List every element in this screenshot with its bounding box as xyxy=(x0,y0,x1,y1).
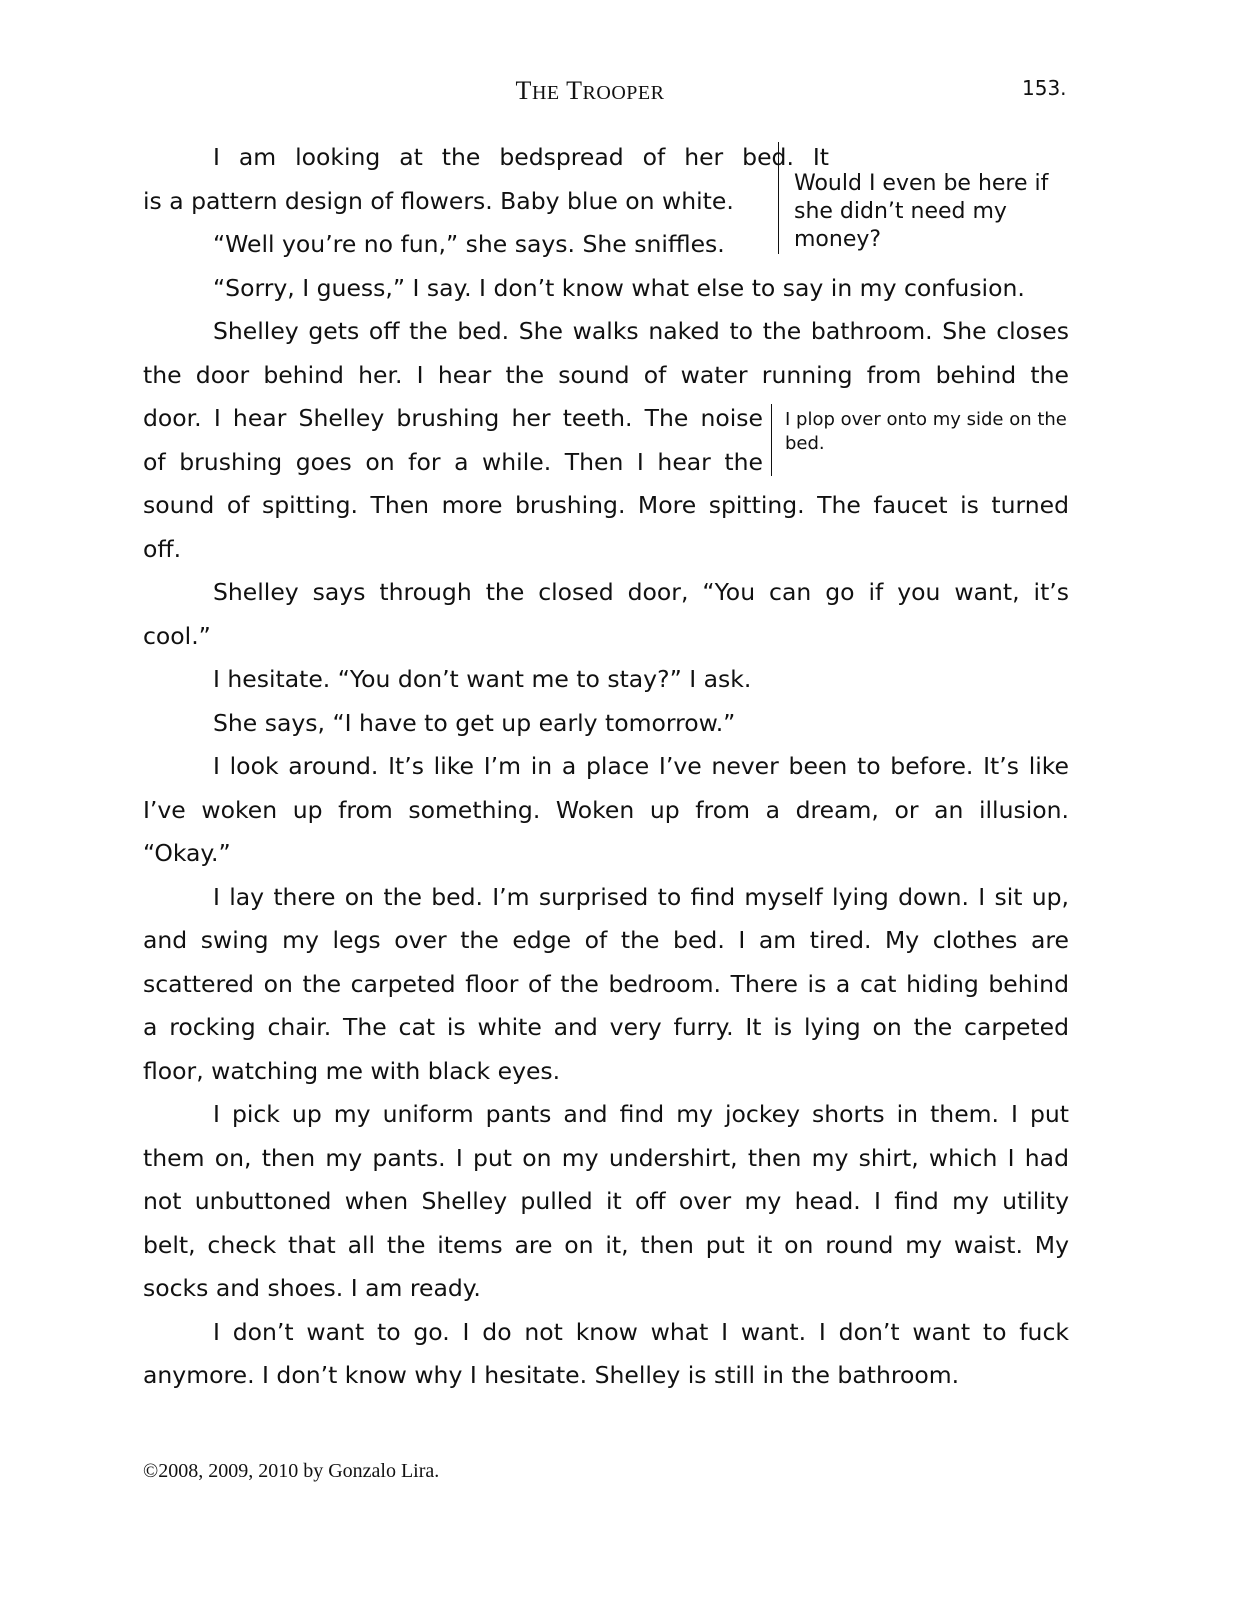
text-line: I hesitate. “You don’t want me to stay?” I ask. xyxy=(213,665,752,693)
text-line: I pick up my uniform pants and find my jockey shorts in them. I put xyxy=(213,1100,1069,1128)
page-number: 153. xyxy=(1022,76,1067,100)
title-initial-2: T xyxy=(566,76,583,105)
text-line: I am looking at the bedspread of her bed. It xyxy=(213,143,829,171)
text-line: not unbuttoned when Shelley pulled it off over my head. I find my utility xyxy=(143,1187,1069,1215)
text-line: a rocking chair. The cat is white and very furry. It is lying on the carpeted xyxy=(143,1013,1069,1041)
margin-note: Would I even be here if she didn’t need my money? xyxy=(778,142,1078,254)
margin-note: I plop over onto my side on the bed. xyxy=(771,404,1071,476)
text-line: them on, then my pants. I put on my undershirt, then my shirt, which I had xyxy=(143,1143,1069,1172)
text-line: socks and shoes. I am ready. xyxy=(143,1274,481,1302)
text-line: floor, watching me with black eyes. xyxy=(143,1056,561,1085)
body-text xyxy=(143,136,1069,1398)
text-line: “Okay.” xyxy=(143,839,231,867)
text-line: sound of spitting. Then more brushing. More spitting. The faucet is turned xyxy=(143,491,1069,519)
text-line: cool.” xyxy=(143,621,211,650)
title-rest-1: HE xyxy=(531,82,560,104)
text-line: is a pattern design of flowers. Baby blue on white. xyxy=(143,186,734,215)
text-line: She says, “I have to get up early tomorrow.” xyxy=(213,708,736,737)
text-line: I’ve woken up from something. Woken up from a dream, or an illusion. xyxy=(143,795,1069,824)
text-line: door. I hear Shelley brushing her teeth. The noise xyxy=(143,404,763,432)
text-line: belt, check that all the items are on it, then put it on round my waist. My xyxy=(143,1230,1069,1259)
text-line: anymore. I don’t know why I hesitate. Shelley is still in the bathroom. xyxy=(143,1361,960,1389)
text-line: “Sorry, I guess,” I say. I don’t know what else to say in my confusion. xyxy=(213,273,1025,302)
text-line: I don’t want to go. I do not know what I want. I don’t want to fuck xyxy=(213,1317,1069,1346)
text-line: off. xyxy=(143,534,182,563)
text-line: the door behind her. I hear the sound of water running from behind the xyxy=(143,360,1069,389)
text-line: Shelley says through the closed door, “You can go if you want, it’s xyxy=(213,578,1069,606)
running-header-title xyxy=(0,76,1180,106)
title-rest-2: ROOPER xyxy=(582,82,665,104)
title-initial-1: T xyxy=(515,76,532,105)
text-line: scattered on the carpeted floor of the bedroom. There is a cat hiding behind xyxy=(143,969,1069,998)
text-line: I look around. It’s like I’m in a place I’ve never been to before. It’s like xyxy=(213,752,1069,780)
copyright-footer: ©2008, 2009, 2010 by Gonzalo Lira. xyxy=(143,1460,440,1482)
text-line: I lay there on the bed. I’m surprised to find myself lying down. I sit up, xyxy=(213,882,1069,911)
text-line: of brushing goes on for a while. Then I hear the xyxy=(143,447,763,476)
text-line: Shelley gets off the bed. She walks naked to the bathroom. She closes xyxy=(213,317,1069,345)
text-line: and swing my legs over the edge of the bed. I am tired. My clothes are xyxy=(143,926,1069,954)
text-line: “Well you’re no fun,” she says. She sniffles. xyxy=(213,230,725,258)
